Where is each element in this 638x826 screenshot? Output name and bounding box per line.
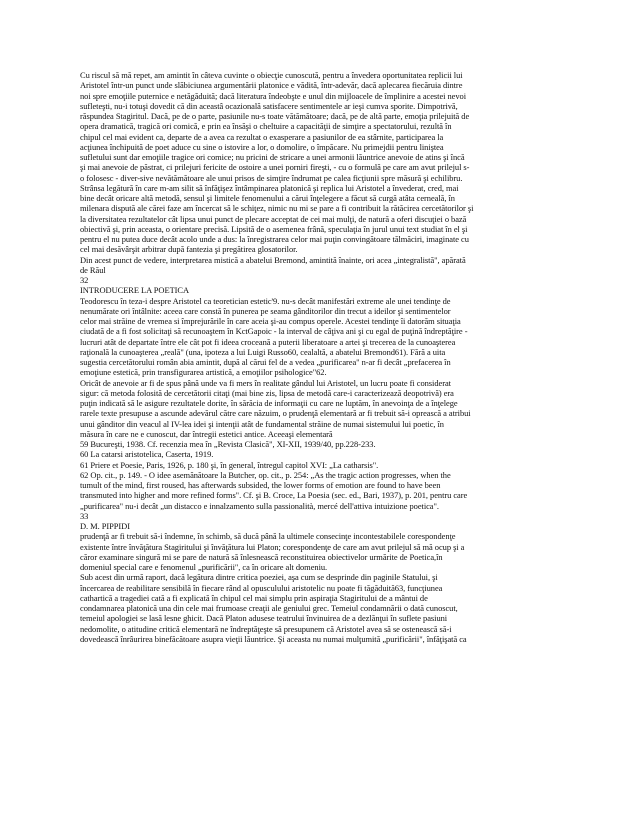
text-line: rarele texte presupuse a ascunde adevărul către care năzuim, o prudenţă elementară ar fi trebuit să-i oprească a atribui (80, 408, 471, 419)
text-line: celor mai străine de vremea si împrejurările în care aceia şi-au compus operele. Acestei tendinţe îi datorăm situaţia (80, 316, 461, 326)
text-line: existente între învăţătura Stagiritului şi învăţătura lui Platon; corespondenţe de care am avut prilejul să mă ocup şi a (80, 541, 465, 552)
text-line: sugestia cercetătorului român abia amintit, după al cărui fel de a vedea „purificarea" n-ar fi decât „prefacerea în (80, 357, 451, 367)
text-line: temeiul apologiei se lasă lesne ghicit. Dacă Platon adusese teatrului învinuirea de a dezlănţui în suflete pasiuni (80, 613, 448, 624)
text-line: condamnarea platonică una din cele mai frumoase creaţii ale geniului grec. Temeiul condamnării o dată cunoscut, (80, 603, 458, 613)
text-line: Oricât de anevoie ar fi de spus până unde va fi mers în realitate gândul lui Aristotel, un lucru poate fi considerat (80, 377, 451, 388)
text-line: căror examinare singură mi se pare de natură să înlesnească reconstituirea obiectivelor urmărite de Poetica,în (80, 551, 443, 562)
text-line: chipul cel mai evident ca, departe de a avea ca rezultat o exasperare a pasiunilor de ea stârnite, participarea la (80, 131, 444, 142)
text-line: Strânsa legătură în care m-am silit să înfăţişez întâmpinarea platonică şi replica lui Aristotel a învederat, cred, mai (80, 182, 459, 193)
text-line: şi mai anevoie de păstrat, ci prilejuri fericite de ostoire a unei porniri fireşti, - cu o formulă pe care am avut prilejul s- (80, 162, 470, 173)
text-line: nedomolite, o atitudine critică elementară ne îndreptăţeşte să presupunem că Aristotel avea să se ostenească să-i (80, 623, 452, 634)
text-line: o folosesc - diver-sive nevătămătoare ale unui prisos de simţire îndrumat pe calea ficţiunii spre măsură şi echilibru. (80, 172, 463, 183)
text-line: noi spre emoţiile puternice e netăgăduită; dacă literatura îndeobşte e unul din mijloacele de împlinire a acestei nevoi (80, 90, 467, 101)
text-line: nenumărate ori întâlnite: aceea care constă în punerea pe seama gânditorilor din trecut a ideilor şi sentimentelor (80, 305, 451, 316)
text-line: 60 La catarsi aristotelica, Caserta, 1919. (80, 449, 214, 460)
text-line: măsura în care ne e cunoscut, dar întregii estetici antice. Aceeaşi elementară (80, 428, 333, 439)
text-line: „purificarea" nu-i decât „un distacco e innalzamento sulla passionalità, mercé dell'attiva intuizione poetica". (80, 500, 439, 511)
text-line: Teodorescu în teza-i despre Aristotel ca teoretician estetic'9. nu-s decât manifestări extreme ale unei tendinţe de (80, 295, 451, 306)
text-line: 61 Priere et Poesie, Paris, 1926, p. 180 şi, în general, întregul capitol XVI: „La catharsis". (80, 459, 379, 470)
text-line: opera dramatică, tragică ori comică, e prin ea însăşi o cheltuire a capacităţii de simţire a spectatorului, rezultă în (80, 121, 452, 132)
text-line: pentru el nu putea duce decât acolo unde a dus: la înregistrarea celor mai puţin convingătoare tălmăciri, imaginate cu (80, 234, 469, 244)
text-line: D. M. PIPPIDI (80, 521, 130, 531)
text-line: Sub acest din urmă raport, dacă legătura dintre critica poeziei, aşa cum se desprinde din paginile Statului, şi (80, 572, 438, 583)
text-line: Aristotel într-un punct unde slăbiciunea argumentării platonice e vădită, într-adevăr, dacă aplecarea fiecăruia dintre (80, 80, 463, 91)
text-line: puţin indicată să le asigure rezultatele dorite, în sărăcia de informaţii cu care ne luptăm, în anevoinţa de a înţelege (80, 398, 458, 408)
text-line: unui gânditor din veacul al IV-lea idei şi intenţii atât de fundamental străine de numai sistemului lui poetic, în (80, 418, 444, 429)
text-line: raţională la cunoaşterea „reală" (una, ipoteza a lui Luigi Russo60, cealaltă, a abatelui Bremond61). Fără a uita (80, 346, 446, 357)
text-line: tumult of the mind, first roused, has afterwards subsided, the lower forms of emotion are found to have been (80, 480, 441, 490)
text-line: sufletului sunt dar emoţiile tragice ori comice; nu pricini de stricare a unei armonii lăuntrice anevoie de atins şi încă (80, 152, 465, 162)
text-line: prudenţă ar fi trebuit să-i îndemne, în schimb, să ducă până la ultimele consecinţe incontestabilele corespondenţe (80, 531, 456, 542)
text-line: ciudată de a fi fost solicitaţi să recunoaştem în KctGapoic - la interval de câţiva ani şi cu egal de puţină îndreptăţire - (80, 326, 468, 337)
text-line: cel mai desăvârşit arbitrar după fantezia şi pregătirea glosatorilor. (80, 244, 298, 255)
text-line: cathartică a tragediei cată a fi explicată în chipul cel mai simplu prin aspiraţia Stagiritului de a mântui de (80, 592, 428, 603)
text-line: 59 Bucureşti, 1938. Cf. recenzia mea în „Revista Clasică", XI-XII, 1939/40, pp.228-233. (80, 439, 376, 449)
text-line: dovedească înrâurirea binefăcătoare asupra vieţii lăuntrice. Şi aceasta nu numai mulţumită „purificării", înfăţişată ca (80, 633, 467, 644)
text-line: răspundea Stagiritul. Dacă, pe de o parte, pasiunile nu-s toate vătămătoare; dacă, pe de altă parte, emoţia prilejuită de (80, 111, 470, 121)
text-line: 32 (80, 275, 89, 285)
text-line: bine decât oricare altă metodă, sensul şi limitele fenomenului a cărui înţelegere a făcut să curgă atâta cerneală, în (80, 193, 455, 203)
text-line: emoţiune estetică, prin transfigurarea artistică, a emoţiilor psihologice"62. (80, 367, 327, 378)
text-line: transmuted into higher and more refined forms". Cf. şi B. Croce, La Poesia (sec. ed., Bari, 1937), p. 201, pentru care (80, 490, 468, 501)
text-line: la diversitatea rezultatelor cât lipsa unui punct de plecare acceptat de cei mai mulţi, de natură a oferi discuţiei o bază (80, 213, 467, 224)
text-line: Din acest punct de vedere, interpretarea mistică a abatelui Bremond, amintită înainte, ori acea „integralistă", apărată (80, 254, 466, 265)
text-line: INTRODUCERE LA POETICA (80, 285, 190, 296)
text-line: lucruri atât de departate între ele cât pot fi ideea croceană a puterii liberatoare a artei şi trecerea de la cunoaşterea (80, 336, 456, 347)
text-line: domeniul special care e fenomenul „purificării", ca în oricare alt domeniu. (80, 562, 328, 572)
text-line: 62 Op. cit., p. 149. - O idee asemănătoare la Butcher, op. cit., p. 254: „As the tragic action progresses, when the (80, 469, 451, 480)
text-line: acţiunea închipuită de poet aduce cu sine o istovire a lor, o domolire, o împăcare. Nu primejdii pentru liniştea (80, 141, 444, 152)
text-line: de Răul (80, 264, 106, 275)
text-line: milenara dispută ale cărei faze am încercat să le schiţez, nimic nu mi se pare a fi contribuit la rătăcirea cercetătorilor şi (80, 203, 474, 214)
text-line: sufleteşti, nu-i totuşi dovedit că din aceastâ ocazională satisfacere sentimentele ar ieşi cumva sporite. Dimpotrivă, (80, 100, 458, 111)
text-line: încercarea de reabilitare sensibilă în fiecare rând al opusculului aristotelic nu poate fi tăgăduită63, funcţiunea (80, 582, 443, 593)
text-line: 33 (80, 510, 89, 521)
text-line: Cu riscul să mă repet, am amintit în câteva cuvinte o obiecţie cunoscută, pentru a învedera oportunitatea replicii lui (80, 70, 463, 80)
text-line: obiectivă şi, prin aceasta, o orientare precisă. Lipsită de o asemenea frână, speculaţia în jurul unui text studiat în el şi (80, 223, 468, 234)
document-page (80, 70, 569, 644)
text-line: sigur: că metoda folosită de cercetătorii citaţi (mai bine zis, lipsa de metodă care-i caracterizează deopotrivă) era (80, 387, 454, 398)
